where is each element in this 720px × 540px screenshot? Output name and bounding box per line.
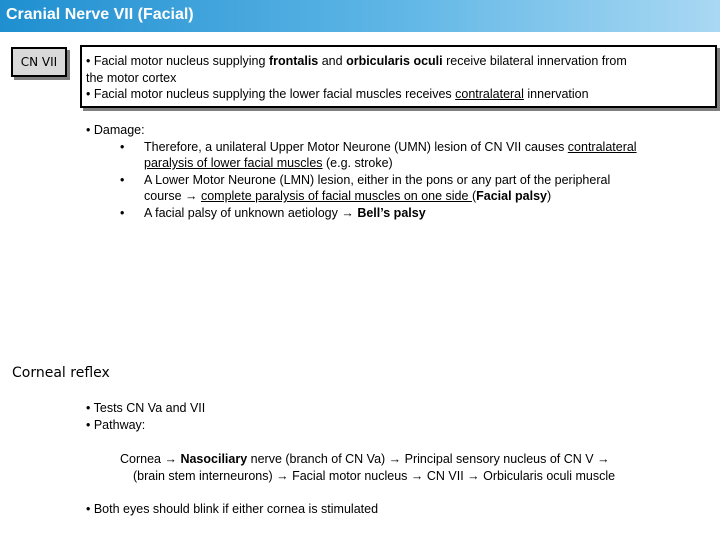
damage-lmn-facial-palsy: Facial palsy [476,189,547,203]
pathway-nasociliary: Nasociliary [180,452,248,466]
bullet-icon: • [120,172,125,187]
damage-lmn-complete-paralysis: complete paralysis of facial muscles on one side [200,189,472,203]
pathway-line-2: (brain stem interneurons) → Facial motor nucleus → CN VII → Orbicularis oculi muscle [133,468,616,483]
title-bar [0,0,720,32]
bullet-icon: • [120,139,125,154]
pathway-line-1-tail: nerve (branch of CN Va) → Principal sensory nucleus of CN V → [247,452,610,466]
damage-umn-text: Therefore, a unilateral Upper Motor Neurone (UMN) lesion of CN VII causes [144,139,568,154]
damage-umn-example: (e.g. stroke) [322,156,393,170]
damage-heading: • Damage: [86,123,145,137]
reflex-pathway-label: • Pathway: [86,417,146,432]
damage-bells-line [144,205,706,222]
reflex-pathway [120,451,710,484]
damage-lmn-paren-close: ) [546,189,552,203]
damage-lmn-line-1: A Lower Motor Neurone (LMN) lesion, either in the pons or any part of the peripheral [144,172,611,187]
reflex-blink-note: • Both eyes should blink if either cornea is stimulated [86,502,379,516]
damage-item-umn [86,139,706,172]
damage-section [86,122,706,221]
intro-bullet-1 [86,53,709,70]
damage-bells-text: A facial palsy of unknown aetiology → [144,205,358,220]
reflex-tests: • Tests CN Va and VII [86,401,206,415]
intro-b1-orbicularis: orbicularis oculi [346,54,443,68]
intro-box [80,45,717,108]
cn-vii-label: CN VII [20,55,58,69]
damage-umn-contralateral: contralateral [567,139,637,154]
damage-bells-palsy: Bell’s palsy [357,205,426,220]
intro-bullet-2 [86,86,709,103]
damage-umn-line-2 [144,155,706,172]
corneal-reflex-heading: Corneal reflex [12,365,110,381]
pathway-cornea: Cornea → [120,452,181,466]
cn-vii-label-box [11,47,67,77]
page-title: Cranial Nerve VII (Facial) [6,6,194,23]
damage-lmn-line-2 [144,188,706,205]
damage-item-lmn [86,172,706,205]
intro-b2-contralateral: contralateral [455,87,524,101]
damage-lmn-course: course → [144,189,201,203]
damage-lmn-paren-open: ( [471,189,477,203]
intro-b2-tail: innervation [523,87,589,101]
damage-item-bells [86,205,706,222]
pathway-line-1 [120,451,710,468]
intro-b1-text: • Facial motor nucleus supplying [86,54,269,68]
reflex-bullets [86,400,706,433]
bullet-icon: • [120,205,125,220]
damage-umn-line-1 [144,139,706,156]
intro-b1-tail: receive bilateral innervation from [442,54,627,68]
intro-bullet-1-cont: the motor cortex [86,70,177,85]
intro-b2-text: • Facial motor nucleus supplying the lower facial muscles receives [86,87,456,101]
damage-umn-paralysis: paralysis of lower facial muscles [144,156,323,170]
intro-b1-frontalis: frontalis [268,54,319,68]
damage-list [86,139,706,222]
intro-b1-and: and [318,54,347,68]
